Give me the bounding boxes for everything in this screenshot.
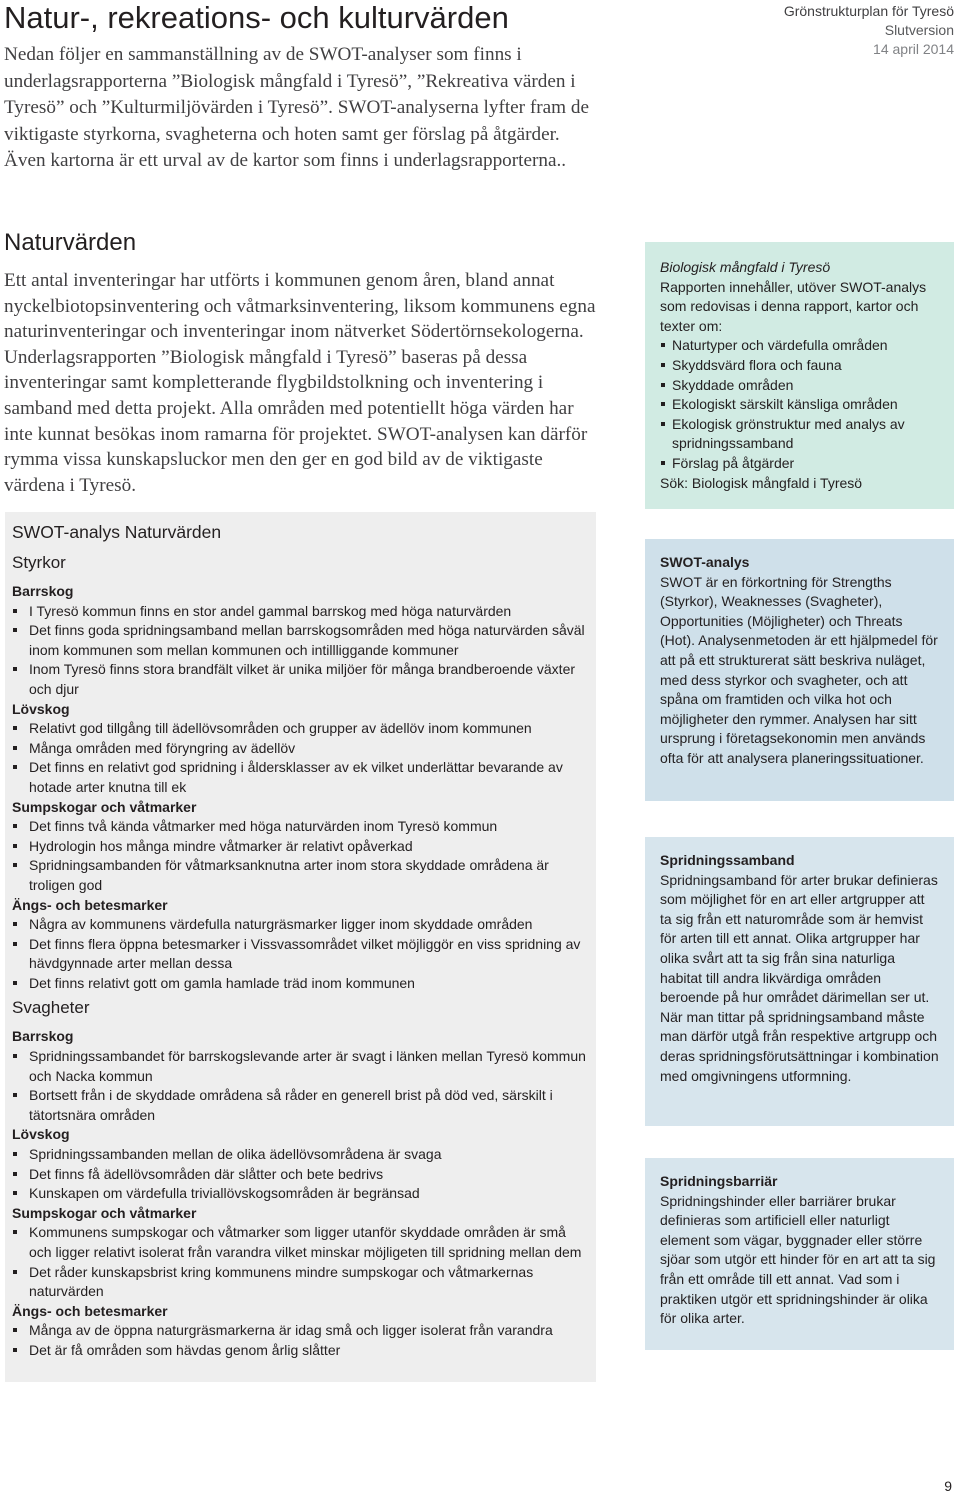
list-item: Det finns två kända våtmarker med höga naturvärden inom Tyresö kommun xyxy=(12,817,590,837)
swot-analysis-box xyxy=(5,512,596,1382)
list-item: Skyddade områden xyxy=(660,376,940,396)
list-item: Det är få områden som hävdas genom årlig slåtter xyxy=(12,1341,590,1361)
list-item: Naturtyper och värdefulla områden xyxy=(660,336,940,356)
bullet-list xyxy=(12,1047,590,1125)
swot-definition-title: SWOT-analys xyxy=(660,554,750,570)
bio-report-title: Biologisk mångfald i Tyresö xyxy=(660,259,831,275)
bullet-list xyxy=(12,602,590,700)
list-item: Många av de öppna naturgräsmarkerna är idag små och ligger isolerat från varandra xyxy=(12,1321,590,1341)
page-number: 9 xyxy=(944,1478,952,1494)
dispersal-link-box xyxy=(645,837,954,1126)
list-item: Kommunens sumpskogar och våtmarker som ligger utanför skyddade områden är små och ligger relativt isolerat från varandra vilket minskar möjligeten till spridning mellan dem xyxy=(12,1223,590,1262)
swot-definition-box xyxy=(645,539,954,801)
list-item: Spridningssambanden mellan de olika ädellövsområdena är svaga xyxy=(12,1145,590,1165)
document-version: Slutversion xyxy=(884,22,954,38)
intro-paragraph: Nedan följer en sammanställning av de SWOT-analyser som finns i underlagsrapporterna ”Biologisk mångfald i Tyresö”, ”Rekreativa värden i Tyresö” och ”Kulturmiljövärden i Tyresö”. SWOT-analyserna lyfter fram de viktigaste styrkorna, svagheterna och hoten samt ger förslag på åtgärder. Även kartorna är ett urval av de kartor som finns i underlagsrapporterna.. xyxy=(4,44,590,171)
weaknesses-heading: Svagheter xyxy=(12,998,90,1018)
list-item: Hydrologin hos många mindre våtmarker är relativt opåverkad xyxy=(12,837,590,857)
list-item: Det råder kunskapsbrist kring kommunens mindre sumpskogar och våtmarkernas naturvärden xyxy=(12,1263,590,1302)
list-item: Förslag på åtgärder xyxy=(660,454,940,474)
category-heading: Sumpskogar och våtmarker xyxy=(12,798,197,815)
category-heading: Sumpskogar och våtmarker xyxy=(12,1204,197,1221)
document-name: Grönstrukturplan för Tyresö xyxy=(783,3,954,19)
document-date: 14 april 2014 xyxy=(873,41,954,57)
bio-report-list xyxy=(660,336,940,473)
list-item: Spridningsambanden för våtmarksanknutna arter inom stora skyddade områdena är troligen god xyxy=(12,856,590,895)
bullet-list xyxy=(12,1145,590,1204)
dispersal-barrier-text: Spridningshinder eller barriärer brukar definieras som artificiell eller naturligt element som vägar, byggnader eller större sjöar som utgör ett hinder för en art att ta sig från ett område till ett annat. Vad som i praktiken utgör ett spridningshinder är olika för olika arter. xyxy=(660,1192,936,1327)
dispersal-link-title: Spridningssamband xyxy=(660,852,795,868)
dispersal-link-text: Spridningsamband för arter brukar definieras som möjlighet för en art eller artgrupper att ta sig från ett naturområde som är hemvist för arten till ett annat. Olika artgrupper har olika svårt att ta sig från sina naturliga habitat till andra likvärdiga områden beroende på hur området därimellan ser ut. När man tittar på spridningsamband måste man därför utgå från respektive artgrupp och deras spridningsförutsättningar i kombination med omgivningens utformning. xyxy=(660,871,939,1084)
page-title: Natur-, rekreations- och kulturvärden xyxy=(4,0,509,35)
list-item: Några av kommunens värdefulla naturgräsmarker ligger inom skyddade områden xyxy=(12,915,590,935)
list-item: Det finns få ädellövsområden där slåtter och bete bedrivs xyxy=(12,1165,590,1185)
list-item: Skyddsvärd flora och fauna xyxy=(660,356,940,376)
biodiversity-report-box xyxy=(645,242,954,509)
list-item: Kunskapen om värdefulla triviallövskogsområden är begränsad xyxy=(12,1184,590,1204)
category-heading: Barrskog xyxy=(12,1028,74,1045)
section-title: Naturvärden xyxy=(4,229,137,256)
category-heading: Ängs- och betesmarker xyxy=(12,896,168,913)
list-item: Spridningssambandet för barrskogslevande arter är svagt i länken mellan Tyresö kommun och Nacka kommun xyxy=(12,1047,590,1086)
list-item: I Tyresö kommun finns en stor andel gammal barrskog med höga naturvärden xyxy=(12,602,590,622)
bullet-list xyxy=(12,817,590,895)
list-item: Relativt god tillgång till ädellövsområden och grupper av ädellöv inom kommunen xyxy=(12,719,590,739)
list-item: Bortsett från i de skyddade områdena så råder en generell brist på död ved, särskilt i tätortsnära områden xyxy=(12,1086,590,1125)
list-item: Det finns flera öppna betesmarker i Vissvassområdet vilket möjliggör en viss spridning av hävdgynnade arter mellan dessa xyxy=(12,935,590,974)
list-item: Ekologisk grönstruktur med analys av spridningssamband xyxy=(660,415,940,454)
dispersal-barrier-title: Spridningsbarriär xyxy=(660,1173,778,1189)
swot-definition-text: SWOT är en förkortning för Strengths (Styrkor), Weaknesses (Svagheter), Opportunities (Möjligheter) och Threats (Hot). Analysenmetoden är ett hjälpmedel för att på ett strukturerat sätt beskriva nuläget, med dess styrkor och svagheter, och att spåna om framtiden och vilka hot och möjligheter den rymmer. Analysen har sitt ursprung i företagsekonomin men används ofta för att analysera planeringssituationer. xyxy=(660,573,938,766)
list-item: Många områden med föryngring av ädellöv xyxy=(12,739,590,759)
document-meta xyxy=(784,2,954,59)
list-item: Ekologiskt särskilt känsliga områden xyxy=(660,395,940,415)
list-item: Det finns en relativt god spridning i åldersklasser av ek vilket underlättar bevarande av hotade arter knutna till ek xyxy=(12,758,590,797)
category-heading: Lövskog xyxy=(12,1126,70,1143)
bullet-list xyxy=(12,719,590,797)
dispersal-barrier-box xyxy=(645,1158,954,1350)
bullet-list xyxy=(12,1223,590,1301)
strengths-groups xyxy=(12,582,590,993)
list-item: Inom Tyresö finns stora brandfält vilket är unika miljöer för många brandberoende växter och djur xyxy=(12,660,590,699)
category-heading: Lövskog xyxy=(12,700,70,717)
section-body: Ett antal inventeringar har utförts i kommunen genom åren, bland annat nyckelbiotopsinventering och våtmarksinventering, liksom kommunens egna naturinventeringar och inventeringar inom nätverket Södertörnsekologerna. Underlagsrapporten ”Biologisk mångfald i Tyresö” baseras på dessa inventeringar samt kompletterande flygbildstolkning och inventering i samband med detta projekt. Alla områden med potentiellt höga värden har inte kunnat besökas inom ramarna för projektet. SWOT-analysen kan därför rymma vissa kunskapsluckor men den ger en god bild av de viktigaste värdena i Tyresö. xyxy=(4,270,596,496)
swot-title: SWOT-analys Naturvärden xyxy=(12,522,222,542)
weaknesses-groups xyxy=(12,1027,590,1360)
bullet-list xyxy=(12,1321,590,1360)
bullet-list xyxy=(12,915,590,993)
category-heading: Barrskog xyxy=(12,583,74,599)
category-heading: Ängs- och betesmarker xyxy=(12,1302,168,1319)
list-item: Det finns relativt gott om gamla hamlade träd inom kommunen xyxy=(12,974,590,994)
strengths-heading: Styrkor xyxy=(12,553,66,572)
bio-report-text: Rapporten innehåller, utöver SWOT-analys som redovisas i denna rapport, kartor och texter om: xyxy=(660,278,927,334)
bio-report-search: Sök: Biologisk mångfald i Tyresö xyxy=(660,474,863,491)
list-item: Det finns goda spridningsamband mellan barrskogsområden med höga naturvärden såväl inom kommunen som mellan kommunen och intillliggande kommuner xyxy=(12,621,590,660)
